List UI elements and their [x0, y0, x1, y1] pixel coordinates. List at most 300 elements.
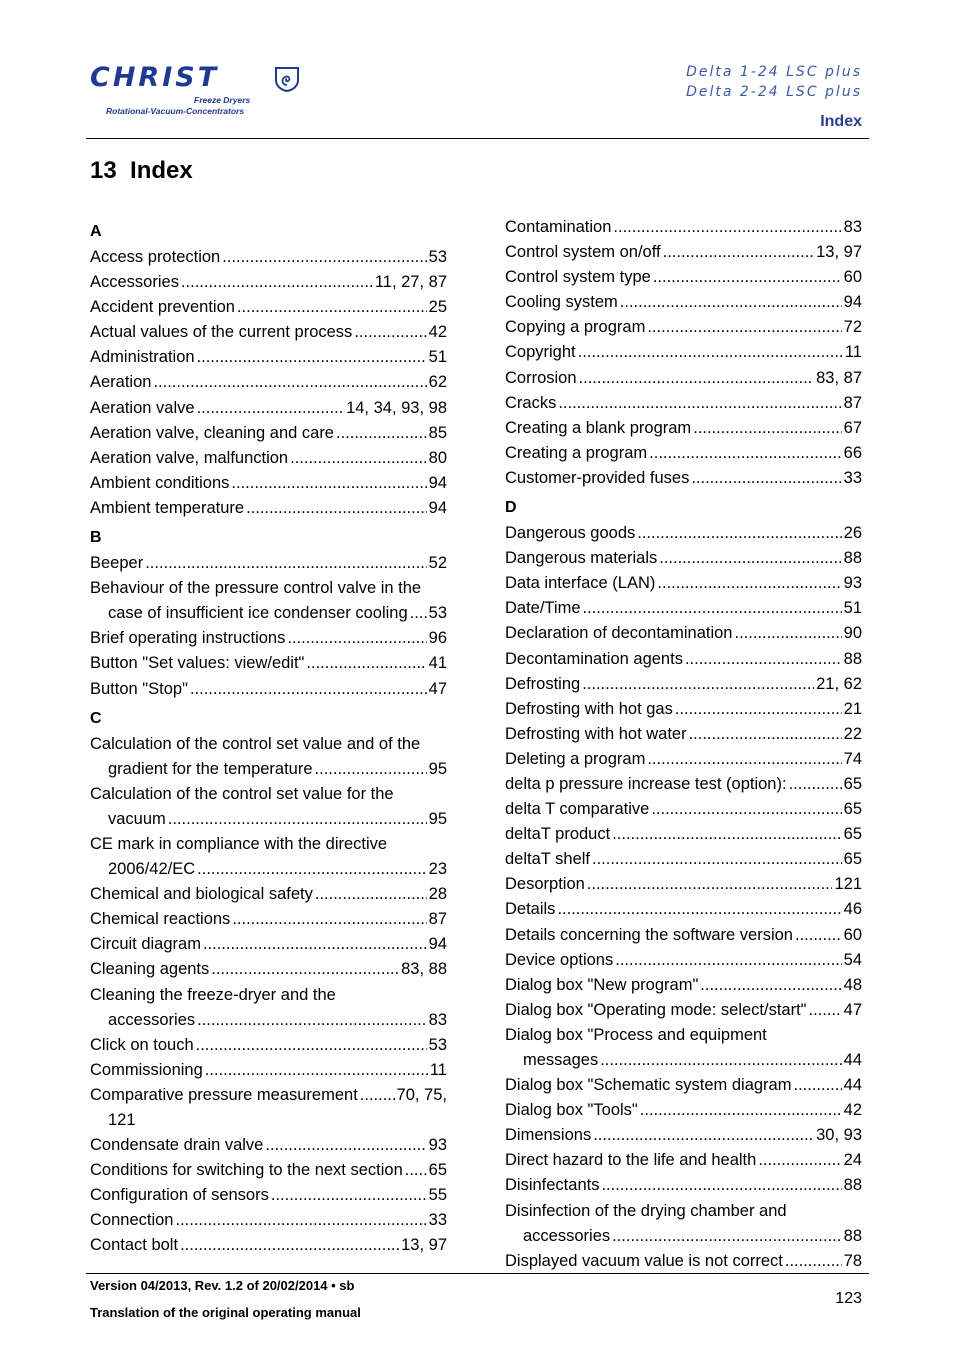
index-pages: 93: [843, 574, 862, 593]
index-pages: 54: [843, 950, 862, 969]
index-pages: 94: [843, 293, 862, 312]
index-column-right: [505, 215, 862, 1274]
chapter-name: Index: [130, 157, 193, 184]
index-entry: [505, 1148, 862, 1173]
leader-dots: [197, 396, 345, 421]
index-entry: [90, 1158, 447, 1183]
index-entry: [505, 822, 862, 847]
index-entry: [90, 496, 447, 521]
index-term: Contact bolt: [90, 1236, 179, 1255]
index-pages: 94: [428, 473, 447, 492]
leader-dots: [601, 1173, 841, 1198]
index-entry: [90, 882, 447, 907]
index-letter-heading: C: [90, 709, 102, 727]
index-entry: [90, 782, 447, 832]
index-column-left: [90, 215, 447, 1259]
leader-dots: [306, 651, 426, 676]
leader-dots: [168, 807, 427, 832]
index-term: Accident prevention: [90, 298, 235, 317]
leader-dots: [197, 345, 427, 370]
index-entry: [90, 932, 447, 957]
index-pages: 80: [428, 448, 447, 467]
leader-dots: [181, 270, 373, 295]
index-pages: 87: [843, 393, 862, 412]
index-entry: [505, 973, 862, 998]
index-term: Copyright: [505, 343, 576, 362]
index-term: CE mark in compliance with the directive: [90, 834, 388, 853]
leader-dots: [647, 747, 841, 772]
index-letter-heading: A: [90, 223, 102, 240]
leader-dots: [587, 872, 833, 897]
index-letter-heading: D: [505, 499, 517, 517]
index-term: Comparative pressure measurement: [90, 1085, 358, 1104]
index-pages: 83, 88: [401, 960, 447, 979]
index-pages: 55: [428, 1186, 447, 1205]
index-entry-continuation: [90, 857, 447, 882]
index-letter-heading: B: [90, 529, 102, 547]
leader-dots: [197, 857, 426, 882]
index-entry: [505, 672, 862, 697]
index-term: Cleaning agents: [90, 960, 210, 979]
index-term: Declaration of decontamination: [505, 624, 733, 643]
index-pages: 93: [428, 1136, 447, 1155]
chapter-title: [90, 157, 193, 185]
index-term: Button "Set values: view/edit": [90, 654, 305, 673]
index-term: Customer-provided fuses: [505, 468, 690, 487]
index-entry: [505, 747, 862, 772]
index-term: Aeration valve: [90, 398, 195, 417]
index-pages: 23: [428, 860, 447, 879]
index-term: Defrosting with hot gas: [505, 699, 673, 718]
leader-dots: [734, 621, 841, 646]
index-entry: [90, 957, 447, 982]
index-term: Behaviour of the pressure control valve in the: [90, 579, 422, 598]
index-term-continued: accessories: [523, 1226, 611, 1245]
index-entry: [505, 772, 862, 797]
leader-dots: [637, 521, 841, 546]
index-pages: 88: [843, 649, 862, 668]
index-entry: [90, 270, 447, 295]
index-pages: 74: [843, 749, 862, 768]
leader-dots: [145, 551, 426, 576]
index-entry: [505, 998, 862, 1023]
index-pages: 13, 97: [816, 243, 862, 262]
index-pages: 14, 34, 93, 98: [346, 398, 447, 417]
index-entry: [505, 797, 862, 822]
model-name-1: Delta 1-24 LSC plus: [686, 64, 862, 80]
leader-dots: [675, 697, 842, 722]
index-entry: [505, 521, 862, 546]
leader-dots: [615, 948, 841, 973]
index-entry: [90, 471, 447, 496]
christ-swirl-logo-icon: [274, 66, 300, 92]
footer-translation: Translation of the original operating manual: [90, 1305, 361, 1320]
leader-dots: [685, 647, 842, 672]
index-entry: [90, 732, 447, 782]
header-divider: [86, 138, 869, 139]
index-term: Desorption: [505, 875, 585, 894]
index-pages: 65: [428, 1161, 447, 1180]
index-pages: 11: [429, 1060, 447, 1079]
index-entry: [505, 872, 862, 897]
index-pages: 42: [428, 323, 447, 342]
index-term: Condensate drain valve: [90, 1136, 264, 1155]
index-term: Date/Time: [505, 599, 581, 618]
index-entry: [90, 1033, 447, 1058]
index-term: Defrosting: [505, 674, 581, 693]
index-entry: [505, 391, 862, 416]
leader-dots: [640, 1098, 842, 1123]
index-pages: 52: [428, 554, 447, 573]
index-entry: [505, 366, 862, 391]
index-entry: [90, 295, 447, 320]
index-pages: 53: [428, 604, 447, 623]
leader-dots: [579, 366, 815, 391]
leader-dots: [153, 370, 426, 395]
index-pages: 33: [843, 468, 862, 487]
leader-dots: [222, 245, 426, 270]
index-term-continued: vacuum: [108, 809, 166, 828]
leader-dots: [175, 1208, 426, 1233]
index-term: Dimensions: [505, 1126, 592, 1145]
index-entry-continuation: [90, 601, 447, 626]
index-pages: 22: [843, 724, 862, 743]
index-term: Administration: [90, 348, 195, 367]
leader-dots: [651, 797, 841, 822]
index-entry: [90, 345, 447, 370]
index-entry: [505, 441, 862, 466]
index-entry: [505, 290, 862, 315]
index-term: Ambient temperature: [90, 498, 245, 517]
index-pages: 65: [843, 800, 862, 819]
brand-tagline-freeze-dryers: Freeze Dryers: [194, 95, 251, 105]
leader-dots: [287, 626, 426, 651]
index-pages: 70, 75,: [396, 1085, 447, 1104]
index-pages: 94: [428, 935, 447, 954]
index-pages: 44: [843, 1076, 862, 1095]
index-term: Aeration valve, cleaning and care: [90, 423, 334, 442]
index-term: Brief operating instructions: [90, 629, 286, 648]
index-term-continued: gradient for the temperature: [108, 759, 313, 778]
leader-dots: [785, 1249, 842, 1274]
index-entry: [90, 651, 447, 676]
index-term: Cooling system: [505, 293, 618, 312]
index-entry: [505, 416, 862, 441]
index-pages: 53: [428, 248, 447, 266]
index-entry: [90, 320, 447, 345]
leader-dots: [612, 1224, 842, 1249]
leader-dots: [700, 973, 841, 998]
index-term-continued: messages: [523, 1051, 599, 1069]
leader-dots: [360, 1083, 395, 1108]
model-name-2: Delta 2-24 LSC plus: [686, 84, 862, 100]
index-entry-continuation: [90, 807, 447, 832]
index-pages: 78: [843, 1251, 862, 1270]
leader-dots: [613, 215, 841, 240]
index-pages: 60: [843, 925, 862, 944]
leader-dots: [649, 441, 841, 466]
index-term: Ambient conditions: [90, 473, 230, 492]
index-term: Button "Stop": [90, 679, 188, 698]
index-entry: [90, 576, 447, 626]
index-pages: 88: [843, 1176, 862, 1195]
index-entry: [505, 897, 862, 922]
index-term: delta p pressure increase test (option):: [505, 774, 787, 793]
brand-tagline-rvc: Rotational-Vacuum-Concentrators: [106, 106, 245, 116]
index-pages: 60: [843, 268, 862, 287]
index-pages: 30, 93: [816, 1126, 862, 1145]
index-entry: [505, 847, 862, 872]
index-entry: [505, 466, 862, 491]
index-term: Dialog box "Process and equipment: [505, 1025, 767, 1044]
index-entry: [505, 1249, 862, 1274]
leader-dots: [583, 596, 842, 621]
index-term-continued: accessories: [108, 1010, 196, 1029]
index-entry: [90, 421, 447, 446]
index-term: Dialog box "Operating mode: select/start": [505, 1000, 807, 1019]
index-term: Deleting a program: [505, 749, 646, 768]
index-term: Accessories: [90, 273, 179, 292]
leader-dots: [557, 897, 841, 922]
index-term: Conditions for switching to the next section: [90, 1161, 403, 1180]
leader-dots: [663, 240, 815, 265]
footer-version: Version 04/2013, Rev. 1.2 of 20/02/2014 • sb: [90, 1278, 355, 1293]
leader-dots: [315, 882, 427, 907]
index-entry: [90, 245, 447, 270]
leader-dots: [205, 1058, 428, 1083]
leader-dots: [758, 1148, 841, 1173]
leader-dots: [197, 1008, 427, 1033]
index-entry-continuation: [505, 1048, 862, 1073]
index-pages: 67: [843, 418, 862, 437]
leader-dots: [290, 446, 427, 471]
index-pages: 25: [428, 298, 447, 317]
index-entry: [90, 370, 447, 395]
index-entry-continuation: [90, 757, 447, 782]
leader-dots: [795, 923, 842, 948]
index-term: Aeration valve, malfunction: [90, 448, 289, 467]
index-pages: 51: [843, 599, 862, 618]
index-entry: [505, 315, 862, 340]
index-pages: 21, 62: [816, 674, 862, 693]
leader-dots: [203, 932, 427, 957]
index-entry-continuation: [505, 1224, 862, 1249]
index-pages: 42: [843, 1101, 862, 1120]
index-term: deltaT shelf: [505, 850, 590, 869]
leader-dots: [246, 496, 427, 521]
index-term: Details: [505, 900, 556, 919]
index-pages: 28: [428, 885, 447, 904]
index-pages: 41: [428, 654, 447, 673]
index-entry: [90, 907, 447, 932]
leader-dots: [190, 677, 427, 702]
index-pages: 44: [843, 1051, 862, 1069]
leader-dots: [612, 822, 841, 847]
index-entry: [90, 446, 447, 471]
leader-dots: [405, 1158, 427, 1183]
index-term: Details concerning the software version: [505, 925, 793, 944]
index-entry: [505, 697, 862, 722]
index-pages: 26: [843, 524, 862, 543]
index-pages: 87: [428, 910, 447, 929]
leader-dots: [809, 998, 842, 1023]
index-entry: [90, 983, 447, 1033]
index-entry: [505, 265, 862, 290]
index-term: Calculation of the control set value and of the: [90, 734, 421, 753]
index-pages: 13, 97: [401, 1236, 447, 1255]
leader-dots: [689, 722, 842, 747]
index-entry: [90, 1233, 447, 1258]
index-pages: 65: [843, 774, 862, 793]
index-pages: 11, 27, 87: [374, 273, 447, 292]
leader-dots: [620, 290, 842, 315]
index-pages: 95: [428, 809, 447, 828]
christ-logo: [90, 62, 310, 120]
index-term-continued: 2006/42/EC: [108, 860, 196, 879]
header-section-title: Index: [820, 113, 862, 130]
index-term: Cleaning the freeze-dryer and the: [90, 985, 336, 1004]
index-term: Dangerous goods: [505, 524, 636, 543]
index-term: Circuit diagram: [90, 935, 201, 954]
leader-dots: [211, 957, 399, 982]
index-term: Beeper: [90, 554, 144, 573]
index-entry: [90, 832, 447, 882]
index-term: Control system on/off: [505, 243, 661, 262]
leader-dots: [410, 601, 427, 626]
index-pages: 72: [843, 318, 862, 337]
leader-dots: [691, 466, 841, 491]
index-pages: 46: [843, 900, 862, 919]
index-entry: [505, 240, 862, 265]
index-term: Actual values of the current process: [90, 323, 353, 342]
index-entry: [505, 215, 862, 240]
index-entry: [505, 923, 862, 948]
index-entry: [505, 1173, 862, 1198]
leader-dots: [789, 772, 842, 797]
index-entry: [505, 546, 862, 571]
index-pages: 33: [428, 1211, 447, 1230]
index-term-continued: case of insufficient ice condenser cooling: [108, 604, 408, 623]
index-term: Connection: [90, 1211, 174, 1230]
index-pages: 96: [428, 629, 447, 648]
leader-dots: [558, 391, 841, 416]
index-term: Copying a program: [505, 318, 646, 337]
index-pages: 88: [843, 1226, 862, 1245]
index-pages: 62: [428, 373, 447, 392]
leader-dots: [315, 757, 427, 782]
index-entry: [505, 1098, 862, 1123]
index-term: Creating a blank program: [505, 418, 692, 437]
leader-dots: [578, 340, 843, 365]
index-term: Disinfectants: [505, 1176, 600, 1195]
index-entry: [505, 722, 862, 747]
index-pages: 94: [428, 498, 447, 517]
index-term: Chemical reactions: [90, 910, 231, 929]
page-number: 123: [835, 1290, 862, 1307]
leader-dots: [196, 1033, 427, 1058]
index-entry: [90, 677, 447, 702]
index-pages: 53: [428, 1035, 447, 1054]
index-entry: [90, 396, 447, 421]
index-entry: [90, 626, 447, 651]
index-pages: 47: [843, 1000, 862, 1019]
leader-dots: [232, 907, 426, 932]
leader-dots: [593, 1123, 814, 1148]
index-term: Contamination: [505, 218, 612, 236]
index-pages: 51: [428, 348, 447, 367]
index-term: Access protection: [90, 248, 221, 266]
index-term: Calculation of the control set value for the: [90, 784, 394, 803]
leader-dots: [271, 1183, 427, 1208]
leader-dots: [793, 1073, 841, 1098]
index-entry: [505, 1023, 862, 1073]
index-pages: 24: [843, 1151, 862, 1170]
index-pages-continued: [90, 1108, 447, 1133]
index-entry: [90, 1058, 447, 1083]
index-term: Dialog box "Tools": [505, 1101, 638, 1120]
index-entry: [90, 1133, 447, 1158]
brand-name: CHRIST: [90, 62, 220, 93]
chapter-number: 13: [90, 157, 117, 184]
index-pages: 88: [843, 549, 862, 568]
leader-dots: [231, 471, 426, 496]
index-pages: 48: [843, 975, 862, 994]
leader-dots: [659, 546, 841, 571]
index-term: Dangerous materials: [505, 549, 658, 568]
index-term: Disinfection of the drying chamber and: [505, 1201, 787, 1220]
index-pages: 66: [843, 443, 862, 462]
leader-dots: [582, 672, 814, 697]
index-term: Aeration: [90, 373, 152, 392]
index-entry: [505, 340, 862, 365]
index-term: Displayed vacuum value is not correct: [505, 1251, 783, 1270]
index-entry: [505, 621, 862, 646]
leader-dots: [336, 421, 427, 446]
index-term: Device options: [505, 950, 614, 969]
index-term: Commissioning: [90, 1060, 203, 1079]
index-term: Cracks: [505, 393, 557, 412]
index-pages: 83, 87: [816, 368, 862, 387]
index-term: Click on touch: [90, 1035, 194, 1054]
index-pages: 85: [428, 423, 447, 442]
leader-dots: [592, 847, 842, 872]
index-pages-continued-text: 121: [108, 1111, 136, 1129]
leader-dots: [693, 416, 841, 441]
index-entry: [505, 571, 862, 596]
index-entry: [505, 1199, 862, 1249]
index-entry: [505, 596, 862, 621]
index-term: Dialog box "Schematic system diagram: [505, 1076, 792, 1095]
index-term: Creating a program: [505, 443, 648, 462]
index-entry: [90, 1183, 447, 1208]
leader-dots: [657, 571, 841, 596]
index-term: Dialog box "New program": [505, 975, 699, 994]
leader-dots: [647, 315, 841, 340]
index-entry: [505, 1123, 862, 1148]
leader-dots: [354, 320, 426, 345]
leader-dots: [237, 295, 427, 320]
index-pages: 83: [428, 1010, 447, 1029]
leader-dots: [600, 1048, 841, 1073]
index-term: Control system type: [505, 268, 651, 287]
index-term: Corrosion: [505, 368, 577, 387]
leader-dots: [265, 1133, 426, 1158]
index-pages: 90: [843, 624, 862, 643]
index-term: delta T comparative: [505, 800, 650, 819]
index-term: Defrosting with hot water: [505, 724, 687, 743]
index-entry-continuation: [90, 1008, 447, 1033]
index-term: Direct hazard to the life and health: [505, 1151, 757, 1170]
